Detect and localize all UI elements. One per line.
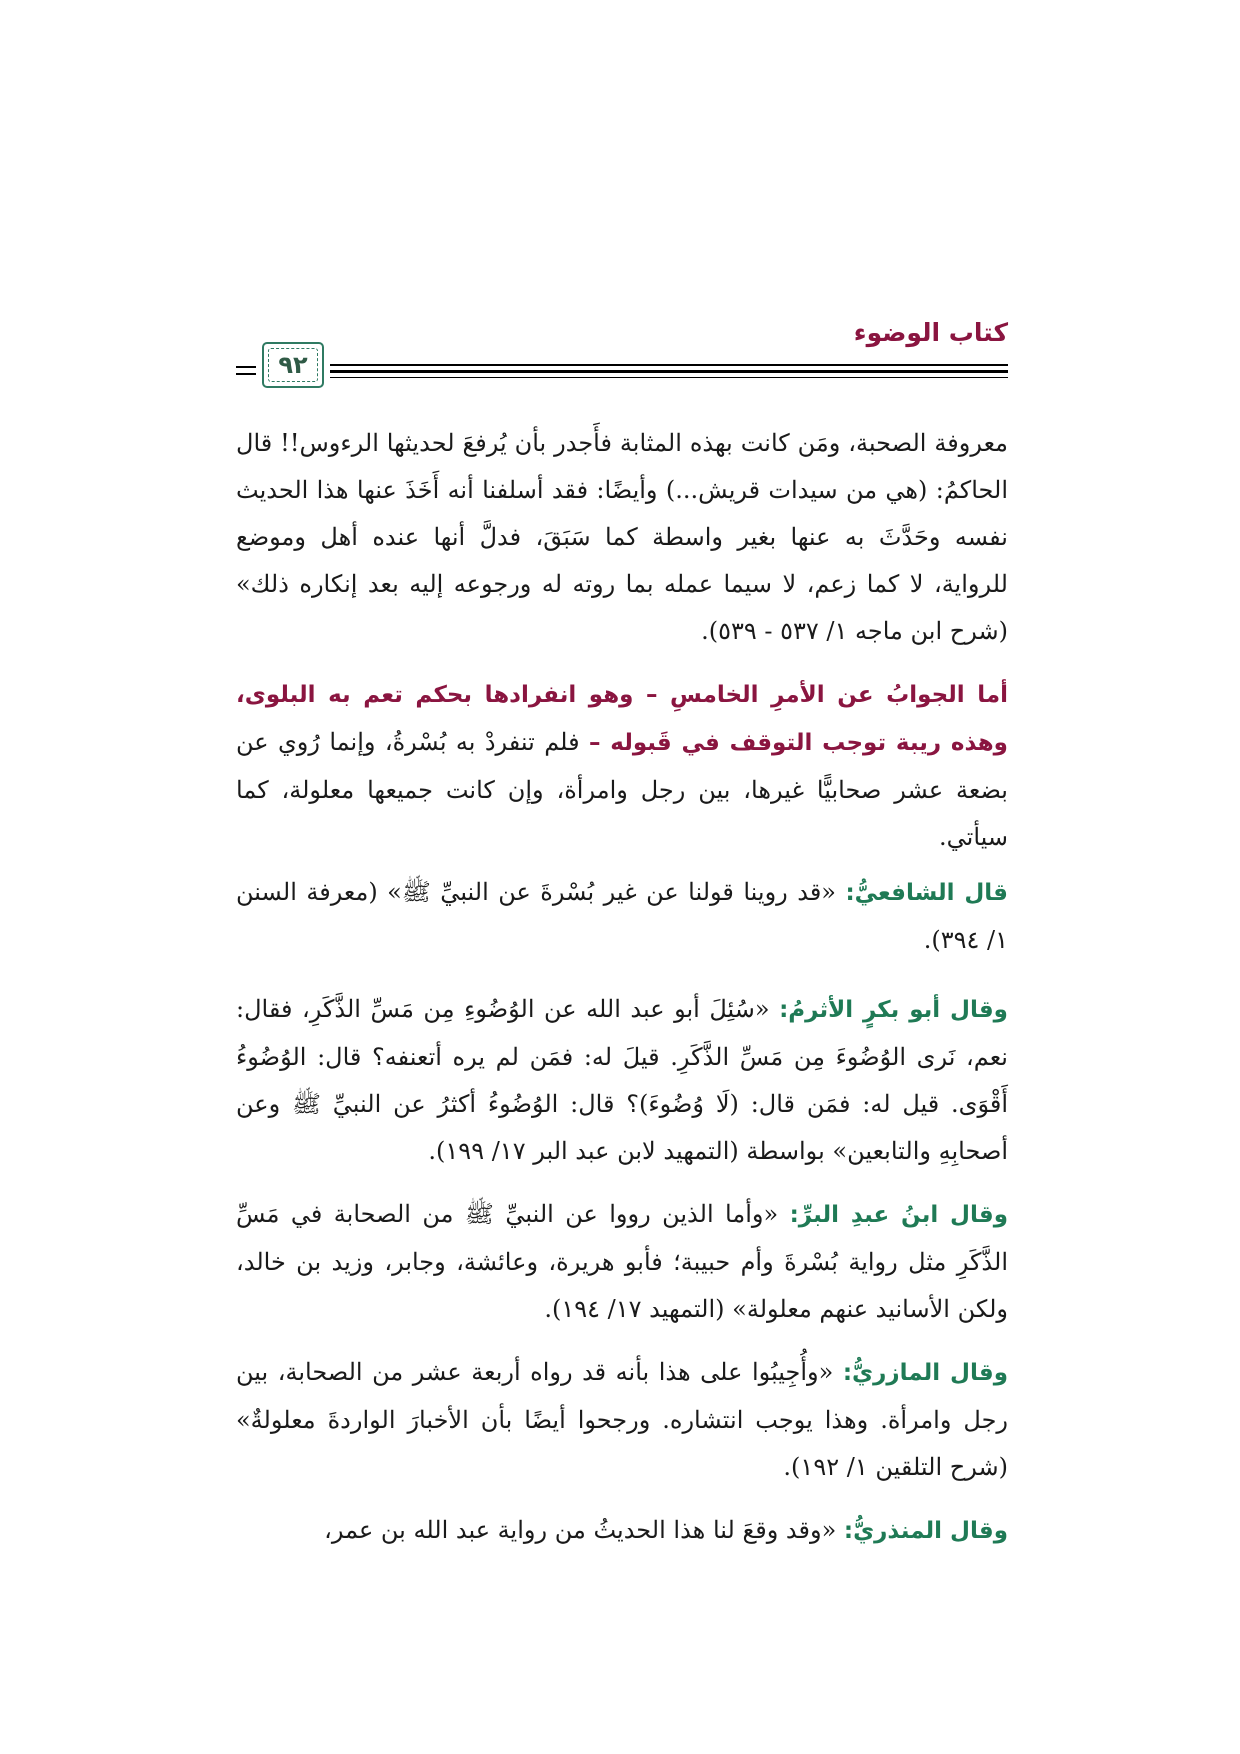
- header-rule-left: [236, 373, 256, 375]
- quote-paragraph: [236, 1349, 1008, 1491]
- speaker-name: وقال أبو بكرٍ الأثرمُ:: [779, 997, 1008, 1023]
- page-body: [236, 420, 1008, 1571]
- page-header: [236, 318, 1008, 398]
- quote-paragraph: [236, 1191, 1008, 1333]
- paragraph-text: معروفة الصحبة، ومَن كانت بهذه المثابة فأَجدر بأن يُرفعَ لحديثها الرءوس!! قال الحاكمُ: (هي من سيدات قريش...) وأيضًا: فقد أسلفنا أنه أَخَذَ عنها هذا الحديث نفسه وحَدَّثَ به عنها بغير واسطة كما سَبَقَ، فدلَّ أنها عنده أهل وموضع للرواية، لا كما زعم، لا سيما عمله بما روته له ورجوعه إليه بعد إنكاره ذلك» (شرح ابن ماجه ١/ ٥٣٧ - ٥٣٩).: [236, 429, 1008, 645]
- header-rule: [330, 377, 1008, 378]
- quote-text: «قد روينا قولنا عن غير بُسْرةَ عن النبيِّ ﷺ» (معرفة السنن ١/ ٣٩٤).: [236, 878, 1008, 954]
- header-rule-left: [236, 366, 256, 368]
- running-book-title: كتاب الوضوء: [853, 318, 1008, 347]
- highlighted-heading: أما الجوابُ عن الأمرِ الخامسِ – وهو انفرادها بحكم تعم به البلوى، وهذه ريبة توجب التوقف في قَبوله –: [236, 682, 1008, 756]
- quote-text: «سُئِلَ أبو عبد الله عن الوُضُوءِ مِن مَسِّ الذَّكَرِ، فقال: نعم، نَرى الوُضُوءَ مِن مَسِّ الذَّكَرِ. قيلَ له: فمَن لم يره أتعنفه؟ قال: الوُضُوءُ أَقْوَى. قيل له: فمَن قال: (لَا وُضُوءَ)؟ قال: الوُضُوءُ أكثرُ عن النبيِّ ﷺ وعن أصحابِهِ والتابعين» بواسطة (التمهيد لابن عبد البر ١٧/ ١٩٩).: [236, 995, 1008, 1165]
- header-rule: [330, 370, 1008, 373]
- quote-paragraph: [236, 1507, 1008, 1555]
- quote-text: «وقد وقعَ لنا هذا الحديثُ من رواية عبد الله بن عمر،: [324, 1516, 837, 1544]
- page-number-badge: [262, 342, 324, 388]
- speaker-name: قال الشافعيُّ:: [845, 880, 1008, 906]
- quote-paragraph: [236, 869, 1008, 964]
- quote-text: «وأما الذين رووا عن النبيِّ ﷺ من الصحابة في مَسِّ الذَّكَرِ مثل رواية بُسْرةَ وأم حبيبة؛ فأبو هريرة، وعائشة، وجابر، وزيد بن خالد، ولكن الأسانيد عنهم معلولة» (التمهيد ١٧/ ١٩٤).: [236, 1200, 1008, 1323]
- speaker-name: وقال المنذريُّ:: [843, 1518, 1008, 1544]
- quote-text: «وأُجِيبُوا على هذا بأنه قد رواه أربعة عشر من الصحابة، بين رجل وامرأة. وهذا يوجب انتشاره. ورجحوا أيضًا بأن الأخبارَ الواردةَ معلولةٌ» (شرح التلقين ١/ ١٩٢).: [236, 1358, 1008, 1481]
- paragraph: [236, 671, 1008, 861]
- page-number: ٩٢: [278, 351, 308, 379]
- paragraph: [236, 420, 1008, 655]
- speaker-name: وقال ابنُ عبدِ البرِّ:: [789, 1202, 1008, 1228]
- speaker-name: وقال المازريُّ:: [842, 1360, 1009, 1386]
- paragraph-text: فلم تنفردْ به بُسْرةُ، وإنما رُوي عن بضعة عشر صحابيًّا غيرها، بين رجل وامرأة، وإن كانت جميعها معلولة، كما سيأتي.: [236, 728, 1008, 851]
- header-rule: [330, 364, 1008, 366]
- quote-paragraph: [236, 986, 1008, 1175]
